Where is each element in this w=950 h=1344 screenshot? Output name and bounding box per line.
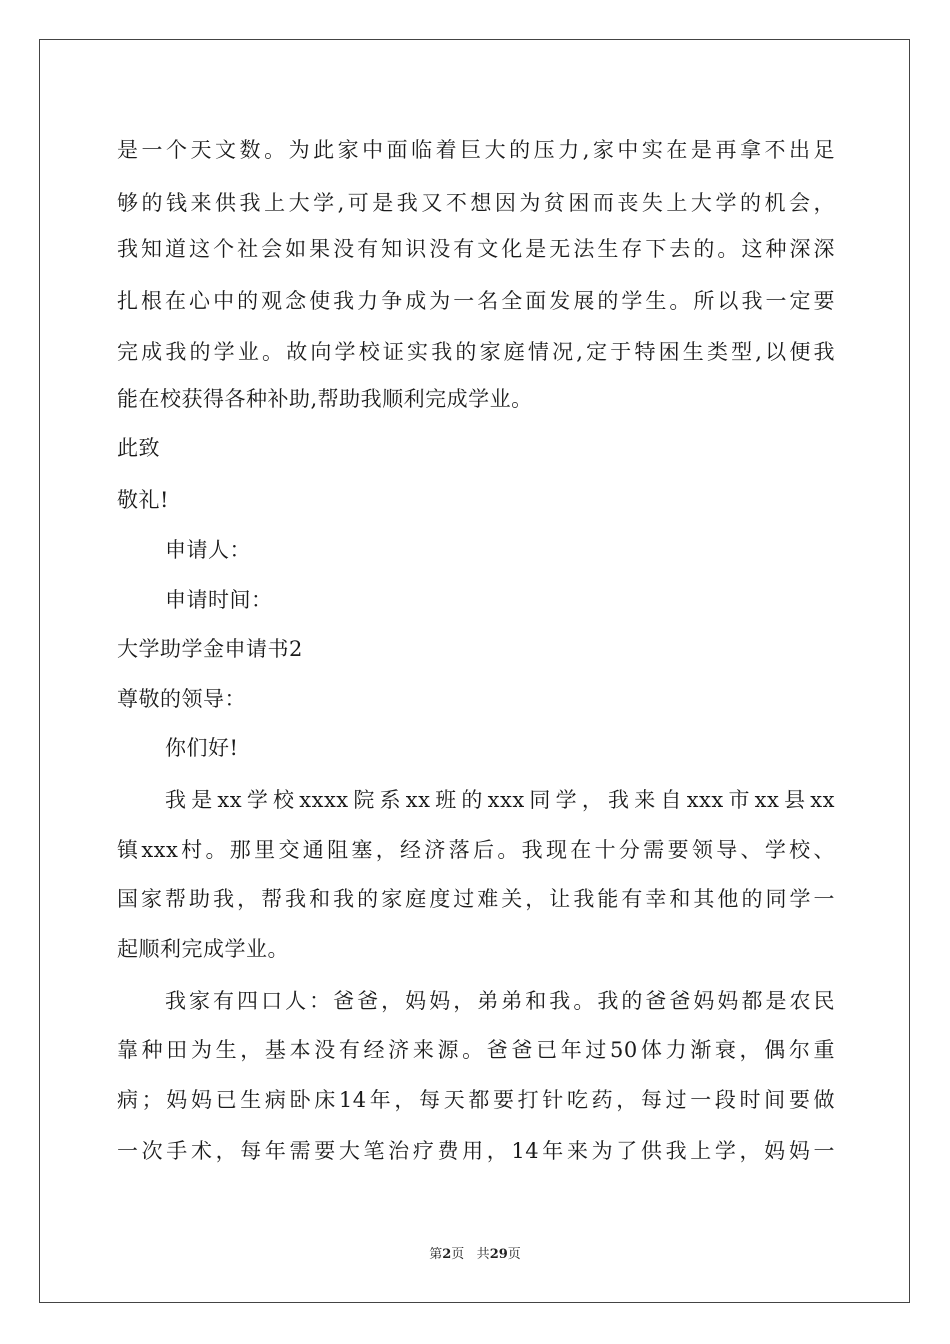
applicant-label: 申请人： [165,538,251,562]
date-label: 申请时间： [165,588,273,612]
page-footer [0,1246,950,1264]
body-text-line: 镇xxx村。那里交通阻塞，经济落后。我现在十分需要领导、学校、 [117,838,835,862]
letter-hello: 你们好! [165,736,239,760]
body-text-line: 能在校获得各种补助,帮助我顺利完成学业。 [117,387,533,411]
body-text-line: 我知道这个社会如果没有知识没有文化是无法生存下去的。这种深深 [117,237,835,261]
body-text-line: 我是xx学校xxxx院系xx班的xxx同学，我来自xxx市xx县xx [165,788,835,812]
body-text-line: 够的钱来供我上大学,可是我又不想因为贫困而丧失上大学的机会， [117,191,835,215]
letter-greeting: 尊敬的领导： [117,687,246,711]
salutation-line: 敬礼! [117,488,169,512]
body-text-line: 完成我的学业。故向学校证实我的家庭情况,定于特困生类型,以便我 [117,340,835,364]
body-text-line: 我家有四口人：爸爸，妈妈，弟弟和我。我的爸爸妈妈都是农民 [165,989,835,1013]
footer-page-unit: 页 [451,1247,465,1262]
footer-total-prefix: 共 [476,1247,490,1262]
body-text-line: 病；妈妈已生病卧床14年，每天都要打针吃药，每过一段时间要做 [117,1088,835,1112]
letter-title: 大学助学金申请书2 [117,637,303,661]
body-text-line: 一次手术，每年需要大笔治疗费用，14年来为了供我上学，妈妈一 [117,1139,835,1163]
body-text-line: 扎根在心中的观念使我力争成为一名全面发展的学生。所以我一定要 [117,289,835,313]
body-text-line: 起顺利完成学业。 [117,937,289,961]
footer-page-number: 2 [442,1247,452,1262]
footer-total-pages: 29 [489,1247,508,1262]
body-text-line: 靠种田为生，基本没有经济来源。爸爸已年过50体力渐衰，偶尔重 [117,1038,835,1062]
footer-prefix: 第 [429,1247,443,1262]
body-text-line: 是一个天文数。为此家中面临着巨大的压力,家中实在是再拿不出足 [117,138,835,162]
body-text-line: 国家帮助我，帮我和我的家庭度过难关，让我能有幸和其他的同学一 [117,887,835,911]
footer-total-unit: 页 [507,1247,521,1262]
salutation-line: 此致 [117,436,160,460]
